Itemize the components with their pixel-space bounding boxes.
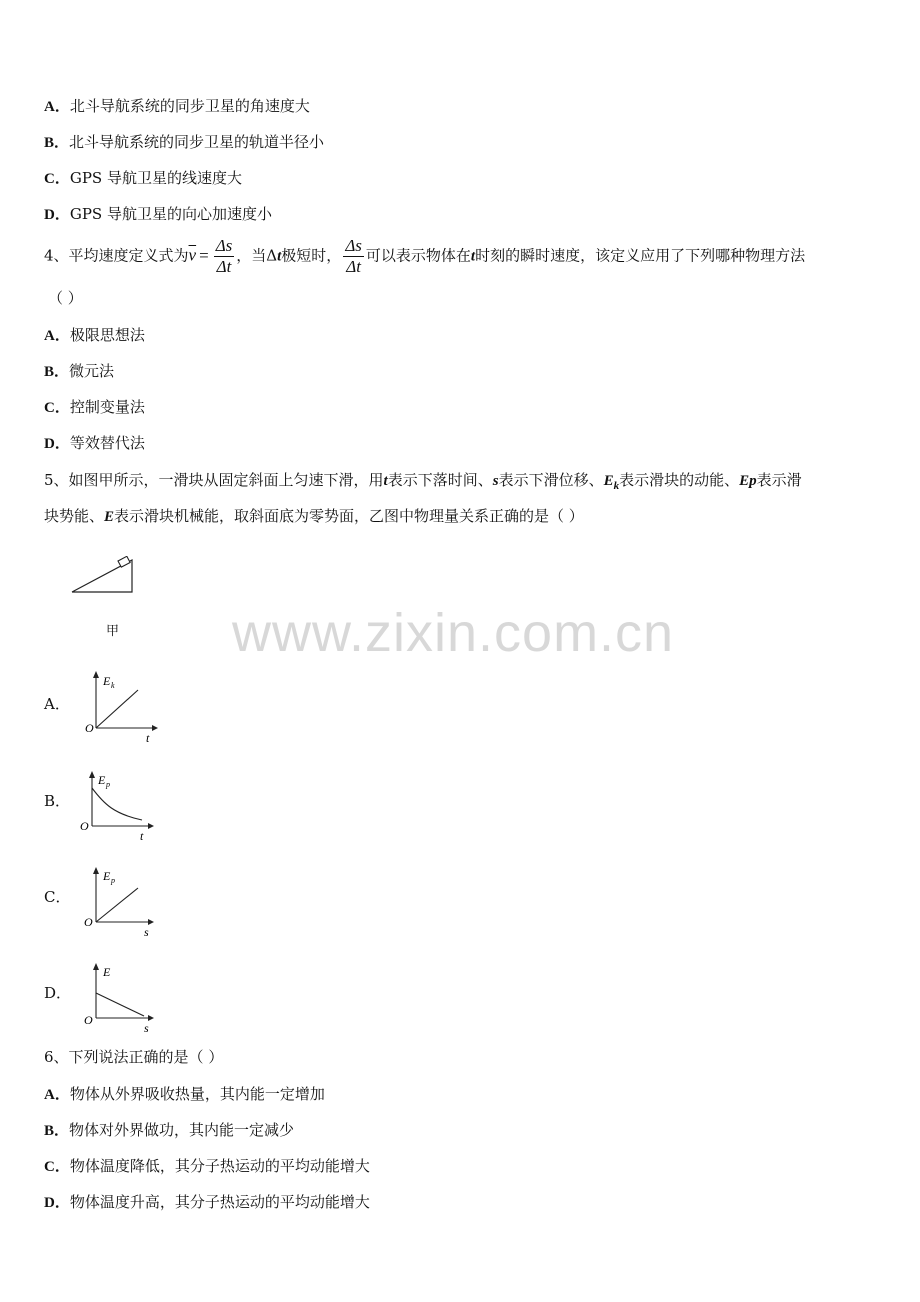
frac-denominator: Δt <box>346 257 361 276</box>
equals-sign: = <box>199 245 209 265</box>
q6-stem: 6、下列说法正确的是（ ） <box>44 1048 224 1066</box>
v-bar: $\overline{v}$ <box>188 245 197 265</box>
y-arrow <box>89 771 95 778</box>
frac-numerator: Δs <box>345 236 362 255</box>
option-text: GPS 导航卫星的线速度大 <box>69 169 242 187</box>
plot-line <box>96 888 138 922</box>
plot-line <box>96 690 138 728</box>
q5-option-b-letter: B． <box>44 792 71 810</box>
option-letter: A． <box>44 1087 70 1103</box>
var-t: t <box>277 248 282 265</box>
q3-option-c <box>44 168 242 189</box>
y-axis-label: E <box>98 773 106 787</box>
option-text: 物体对外界做功，其内能一定减少 <box>69 1121 295 1139</box>
q4-option-a <box>44 325 145 346</box>
y-axis-label-sub: p <box>106 780 110 789</box>
option-text: 物体温度升高，其分子热运动的平均动能增大 <box>69 1193 370 1211</box>
q6-option-b <box>44 1120 294 1141</box>
q6-option-a <box>44 1084 325 1105</box>
x-arrow <box>148 1015 154 1021</box>
slider-block <box>118 556 130 567</box>
option-text: GPS 导航卫星的向心加速度小 <box>69 205 272 223</box>
x-arrow <box>152 725 158 731</box>
option-letter: D． <box>44 1195 70 1211</box>
x-arrow <box>148 919 154 925</box>
incline-figure <box>68 556 138 596</box>
var-e: E <box>104 509 115 525</box>
q5-option-d-letter: D． <box>44 984 72 1002</box>
q4-option-b <box>44 361 114 382</box>
option-letter: B． <box>44 135 70 151</box>
q3-option-d <box>44 204 272 225</box>
var-ep: Ep <box>739 473 757 489</box>
y-axis-label-sub: p <box>111 876 115 885</box>
option-letter: B． <box>44 364 70 380</box>
origin-label: O <box>85 721 94 735</box>
y-arrow <box>93 963 99 970</box>
option-text: 北斗导航系统的同步卫星的角速度大 <box>69 97 310 115</box>
q6-option-d <box>44 1192 370 1213</box>
q4-option-c <box>44 397 145 418</box>
fraction-delta-s-over-delta-t <box>343 236 364 277</box>
origin-label: O <box>84 915 93 929</box>
q5-text: 表示下滑位移、 <box>498 471 604 489</box>
q4-text: ，当Δ <box>236 246 278 265</box>
option-letter: A． <box>44 99 70 115</box>
graph-e-s <box>82 962 162 1036</box>
var-s: s <box>492 473 499 489</box>
figure-caption: 甲 <box>106 624 120 639</box>
q5-text: 表示滑块的动能、 <box>619 471 740 489</box>
q5-stem-line2 <box>44 506 584 527</box>
q4-prefix: 4、平均速度定义式为 <box>44 246 189 265</box>
option-text: 物体温度降低，其分子热运动的平均动能增大 <box>69 1157 370 1175</box>
option-letter: C． <box>44 1159 70 1175</box>
q5-text: 表示下落时间、 <box>387 471 493 489</box>
graph-ep-s <box>82 866 162 940</box>
graph-ep-t <box>78 770 158 844</box>
var-ek-sub: k <box>613 480 620 492</box>
option-letter: C． <box>44 171 70 187</box>
q4-option-d <box>44 433 145 454</box>
x-axis-label: s <box>144 1021 149 1035</box>
q4-stem <box>44 236 805 277</box>
q3-option-a <box>44 96 310 117</box>
option-text: 极限思想法 <box>69 326 145 344</box>
option-text: 控制变量法 <box>69 398 145 416</box>
graph-ek-t <box>82 670 162 746</box>
origin-label: O <box>80 819 89 833</box>
var-t: t <box>470 248 476 265</box>
x-axis-label: t <box>146 731 150 745</box>
q6-option-c <box>44 1156 370 1177</box>
frac-numerator: Δs <box>215 236 233 255</box>
q4-text: 时刻的瞬时速度，该定义应用了下列哪种物理方法 <box>475 246 806 265</box>
origin-label: O <box>84 1013 93 1027</box>
watermark: www.zixin.com.cn <box>232 603 675 663</box>
option-letter: A． <box>44 328 70 344</box>
option-letter: C． <box>44 400 70 416</box>
q4-answer-paren: （ ） <box>48 289 83 307</box>
plot-curve <box>92 788 142 820</box>
q5-text: 块势能、 <box>44 507 105 525</box>
var-ek: E <box>603 473 614 489</box>
y-axis-label-sub: k <box>111 681 115 690</box>
x-axis-label: s <box>144 925 149 939</box>
y-axis-label: E <box>103 965 111 979</box>
option-text: 物体从外界吸收热量，其内能一定增加 <box>69 1085 325 1103</box>
y-arrow <box>93 867 99 874</box>
var-t: t <box>383 473 388 489</box>
option-letter: D． <box>44 436 70 452</box>
fraction-delta-s-over-delta-t <box>214 236 235 277</box>
y-arrow <box>93 671 99 678</box>
option-text: 等效替代法 <box>69 434 145 452</box>
y-axis-label: E <box>103 674 111 688</box>
y-axis-label: E <box>103 869 111 883</box>
plot-line <box>96 993 144 1016</box>
q5-option-c-letter: C． <box>44 888 71 906</box>
option-text: 北斗导航系统的同步卫星的轨道半径小 <box>69 133 325 151</box>
x-axis-label: t <box>140 829 144 843</box>
x-arrow <box>148 823 154 829</box>
q5-stem-line1 <box>44 470 802 496</box>
q5-option-a-letter: A． <box>44 695 70 713</box>
q4-text: 极短时， <box>281 246 342 265</box>
q5-text: 表示滑块机械能，取斜面底为零势面，乙图中物理量关系正确的是（ ） <box>114 507 584 525</box>
option-text: 微元法 <box>69 362 115 380</box>
q3-option-b <box>44 132 324 153</box>
q4-text: 可以表示物体在 <box>365 246 471 265</box>
frac-denominator: Δt <box>216 257 232 276</box>
option-letter: D． <box>44 207 70 223</box>
q5-text: 5、如图甲所示，一滑块从固定斜面上匀速下滑，用 <box>44 471 384 489</box>
q5-text: 表示滑 <box>756 471 802 489</box>
option-letter: B． <box>44 1123 70 1139</box>
